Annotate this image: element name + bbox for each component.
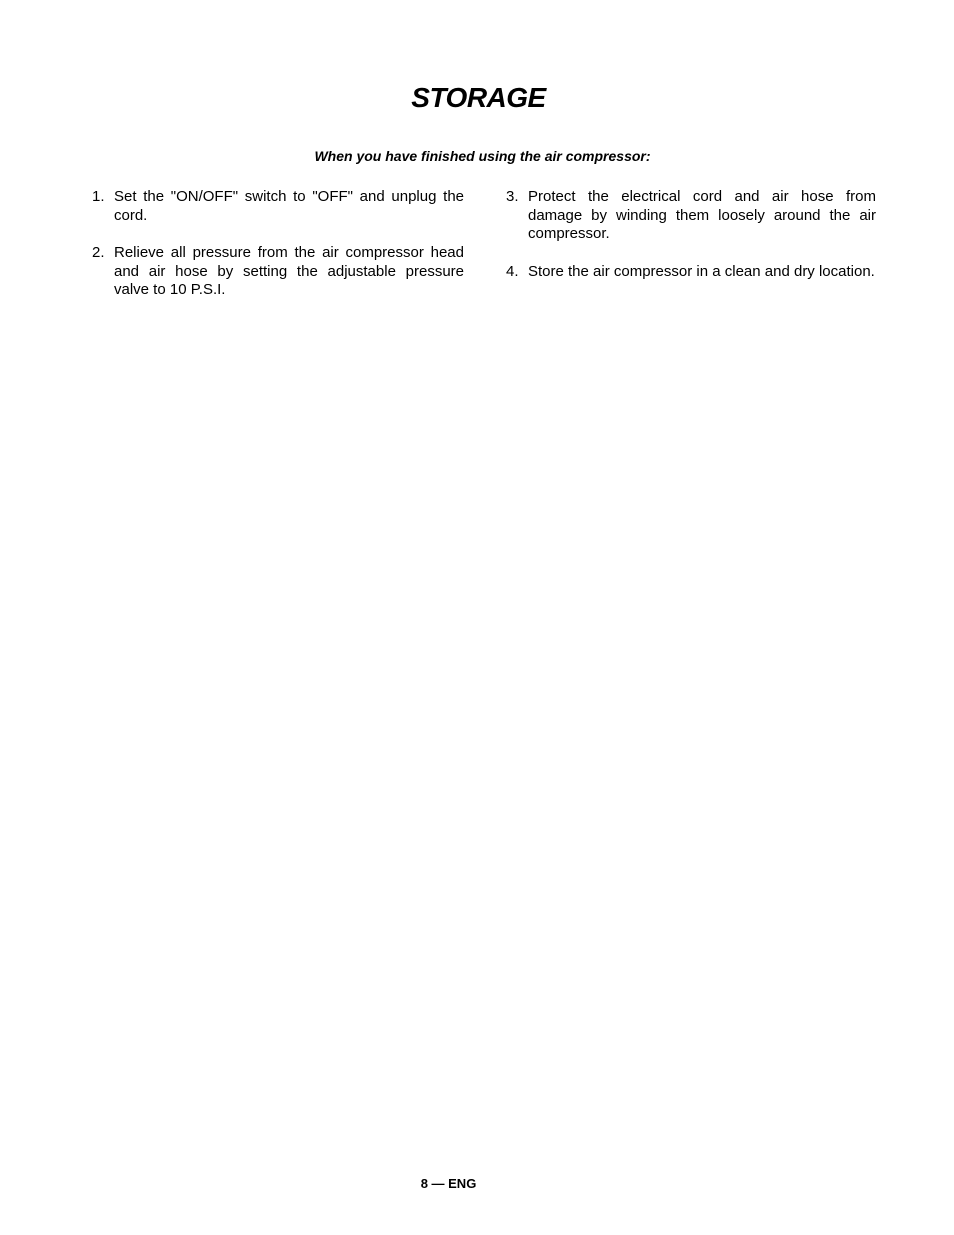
steps-column-left	[92, 188, 464, 319]
step-number: 3.	[506, 188, 519, 205]
step-text: Store the air compressor in a clean and dry location.	[528, 262, 875, 280]
page-footer: 8 — ENG	[420, 1176, 477, 1191]
step-number: 4.	[506, 262, 519, 280]
step-item	[506, 263, 876, 282]
step-text: Protect the electrical cord and air hose from damage by winding them loosely around the air compressor.	[528, 188, 876, 242]
step-text: Relieve all pressure from the air compressor head and air hose by setting the adjustable pressure valve to 10 P.S.I.	[114, 244, 464, 298]
step-number: 1.	[92, 188, 105, 205]
step-text: Set the "ON/OFF" switch to "OFF" and unplug the cord.	[114, 188, 464, 224]
step-item	[92, 244, 464, 300]
step-item	[506, 188, 876, 244]
step-item	[92, 188, 464, 225]
page-title: STORAGE	[411, 82, 546, 113]
step-number: 2.	[92, 244, 105, 261]
intro-text: When you have finished using the air compressor:	[314, 148, 651, 164]
steps-column-right	[506, 188, 876, 300]
